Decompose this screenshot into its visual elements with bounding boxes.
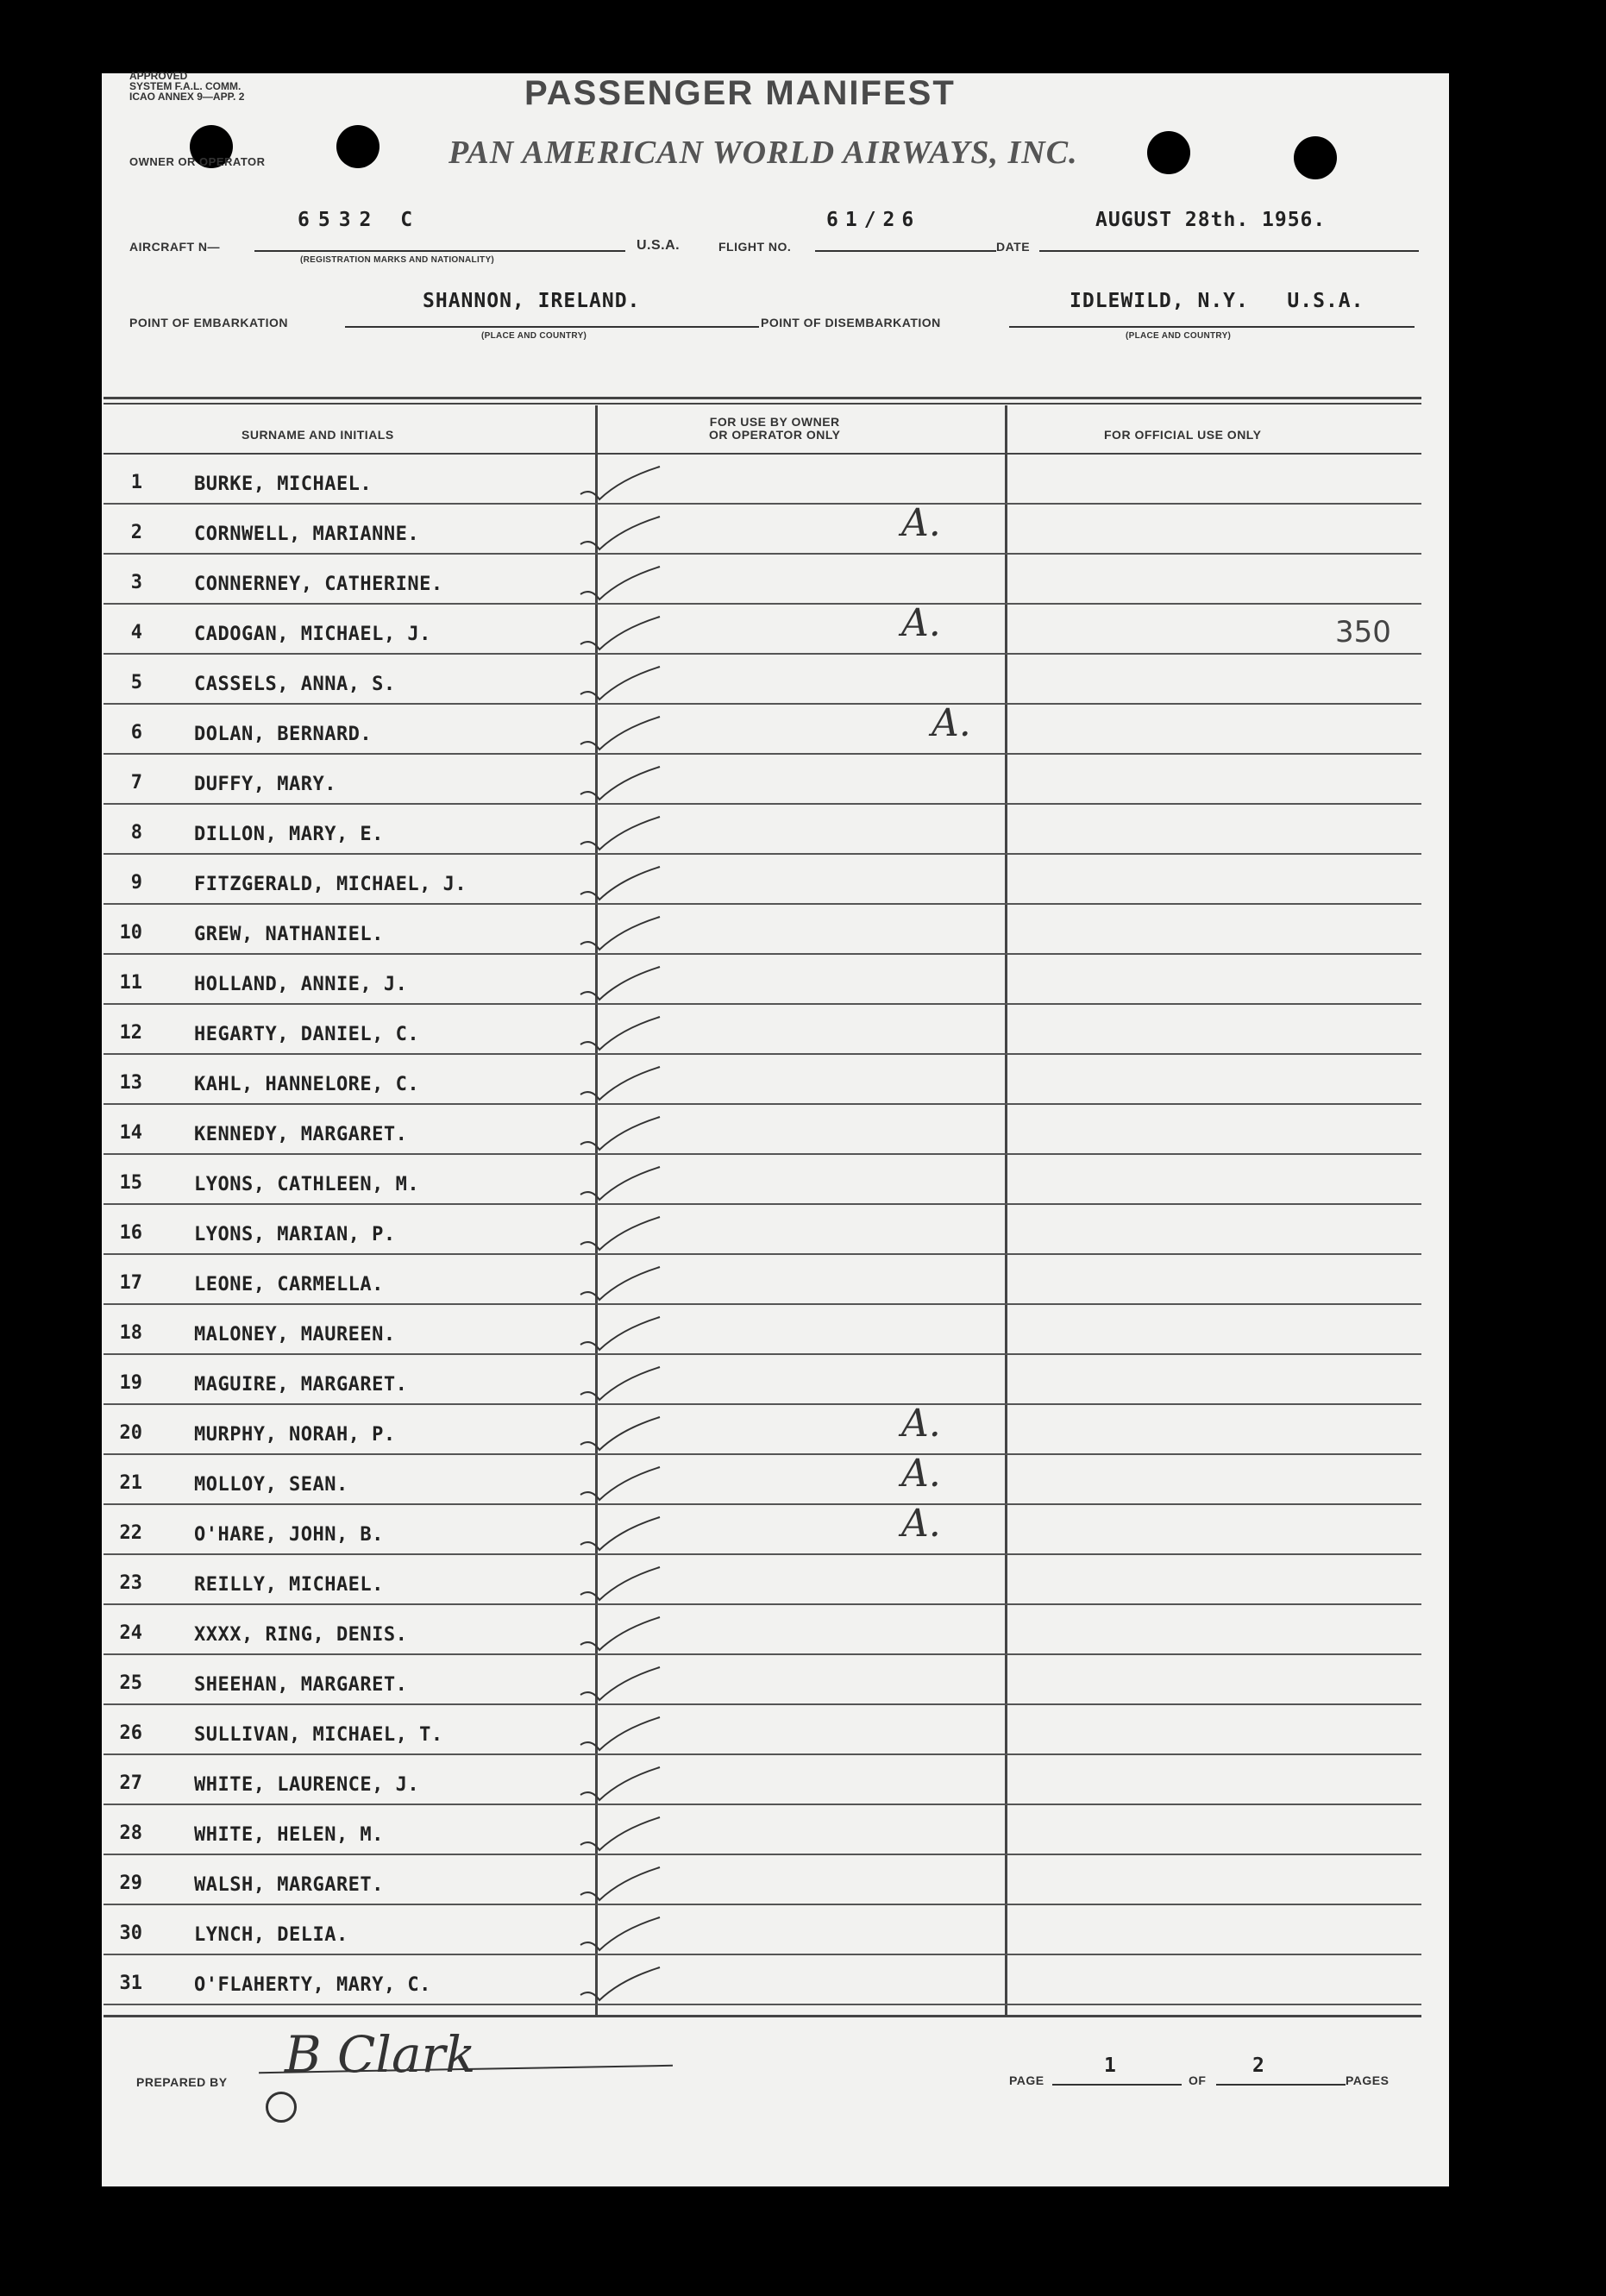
table-row (0, 1905, 1606, 1955)
table-row (0, 905, 1606, 955)
passenger-name: LYONS, MARIAN, P. (194, 1224, 396, 1245)
passenger-name: LEONE, CARMELLA. (194, 1274, 384, 1295)
of-label: OF (1189, 2073, 1207, 2087)
passenger-name: GREW, NATHANIEL. (194, 924, 384, 945)
approval-block (129, 71, 244, 102)
table-row (0, 1452, 1606, 1505)
table-row (0, 1502, 1606, 1555)
passenger-name: CORNWELL, MARIANNE. (194, 524, 420, 545)
passenger-name: O'FLAHERTY, MARY, C. (194, 1974, 431, 1996)
nationality: U.S.A. (637, 238, 681, 253)
table-row (0, 1555, 1606, 1605)
table-row (0, 1205, 1606, 1255)
disembarkation-value: IDLEWILD, N.Y. U.S.A. (1070, 290, 1364, 312)
operator-name: PAN AMERICAN WORLD AIRWAYS, INC. (449, 135, 1078, 171)
embarkation-label: POINT OF EMBARKATION (129, 316, 288, 329)
table-row (0, 1355, 1606, 1405)
passenger-name: HOLLAND, ANNIE, J. (194, 974, 408, 995)
aircraft-underline (254, 250, 625, 252)
table-row (0, 1855, 1606, 1905)
table-row (0, 1402, 1606, 1455)
table-row (0, 955, 1606, 1005)
table-top-rule (104, 397, 1421, 399)
embarkation-place-caption: (PLACE AND COUNTRY) (481, 331, 587, 341)
passenger-name: O'HARE, JOHN, B. (194, 1524, 384, 1546)
disembarkation-underline (1009, 326, 1415, 328)
flight-value: 61/26 (826, 209, 921, 231)
of-value: 2 (1252, 2054, 1265, 2077)
table-row (0, 1005, 1606, 1055)
row-number: 30 (119, 1923, 142, 1944)
passenger-name: WHITE, HELEN, M. (194, 1824, 384, 1846)
col-owner-header-line: OR OPERATOR ONLY (709, 428, 841, 442)
table-row (0, 1055, 1606, 1105)
operator-mark: A. (901, 1452, 941, 1496)
col-name-header: SURNAME AND INITIALS (242, 428, 394, 442)
form-title: PASSENGER MANIFEST (524, 74, 956, 112)
table-row (0, 655, 1606, 705)
passenger-name: SHEEHAN, MARGARET. (194, 1674, 408, 1696)
approval-line: APPROVED (129, 70, 188, 82)
passenger-name: BURKE, MICHAEL. (194, 474, 373, 495)
passenger-name: DUFFY, MARY. (194, 774, 336, 795)
flight-underline (815, 250, 996, 252)
owner-label: OWNER OR OPERATOR (129, 155, 266, 168)
row-number: 6 (130, 722, 142, 743)
signature: B Clark (285, 2025, 476, 2084)
passenger-name: XXXX, RING, DENIS. (194, 1624, 408, 1646)
row-number: 8 (130, 822, 142, 844)
prepared-label: PREPARED BY (136, 2075, 228, 2089)
date-value: AUGUST 28th. 1956. (1095, 209, 1327, 231)
aircraft-label: AIRCRAFT N— (129, 240, 221, 254)
passenger-name: KENNEDY, MARGARET. (194, 1124, 408, 1145)
table-row (0, 1755, 1606, 1805)
table-row (0, 601, 1606, 655)
table-row (0, 755, 1606, 805)
row-number: 17 (119, 1272, 142, 1294)
row-number: 1 (130, 472, 142, 493)
passenger-name: LYONS, CATHLEEN, M. (194, 1174, 420, 1195)
row-number: 18 (119, 1322, 142, 1344)
passenger-name: REILLY, MICHAEL. (194, 1574, 384, 1596)
date-label: DATE (996, 240, 1031, 254)
passenger-name: CASSELS, ANNA, S. (194, 674, 396, 695)
col-owner-header-line: FOR USE BY OWNER (709, 415, 840, 429)
flight-label: FLIGHT NO. (718, 240, 792, 254)
page-label: PAGE (1009, 2073, 1045, 2087)
date-underline (1039, 250, 1419, 252)
row-number: 16 (119, 1222, 142, 1244)
row-number: 20 (119, 1422, 142, 1444)
table-top-rule-2 (104, 403, 1421, 405)
approval-line: ICAO ANNEX 9—APP. 2 (129, 91, 245, 103)
row-number: 26 (119, 1722, 142, 1744)
row-number: 7 (130, 772, 142, 794)
table-row (0, 701, 1606, 755)
operator-mark: A. (901, 1502, 941, 1546)
passenger-name: SULLIVAN, MICHAEL, T. (194, 1724, 443, 1746)
row-number: 23 (119, 1572, 142, 1594)
passenger-name: KAHL, HANNELORE, C. (194, 1074, 420, 1095)
row-number: 29 (119, 1873, 142, 1894)
table-row (0, 1105, 1606, 1155)
table-row (0, 805, 1606, 855)
row-number: 28 (119, 1822, 142, 1844)
page-underline (1052, 2084, 1182, 2086)
row-number: 14 (119, 1122, 142, 1144)
table-row (0, 455, 1606, 505)
table-row (0, 1805, 1606, 1855)
passenger-name: MOLLOY, SEAN. (194, 1474, 348, 1496)
aircraft-value: 6532 C (298, 209, 422, 231)
registration-caption: (REGISTRATION MARKS AND NATIONALITY) (300, 255, 495, 265)
passenger-name: MALONEY, MAUREEN. (194, 1324, 396, 1346)
stamp-mark (266, 2092, 297, 2123)
table-row (0, 1955, 1606, 2005)
page-value: 1 (1104, 2054, 1117, 2077)
table-row (0, 1155, 1606, 1205)
table-row (0, 1605, 1606, 1655)
pages-label: PAGES (1346, 2073, 1390, 2087)
operator-mark: A. (901, 1402, 941, 1446)
check-mark (574, 1962, 668, 2014)
passenger-name: DILLON, MARY, E. (194, 824, 384, 845)
passenger-name: WHITE, LAURENCE, J. (194, 1774, 420, 1796)
table-row (0, 1655, 1606, 1705)
table-row (0, 1705, 1606, 1755)
table-row (0, 1255, 1606, 1305)
row-number: 21 (119, 1472, 142, 1494)
table-row (0, 501, 1606, 555)
punch-hole (1147, 131, 1190, 174)
row-number: 11 (119, 972, 142, 994)
col-official-header: FOR OFFICIAL USE ONLY (1104, 428, 1262, 442)
passenger-name: MURPHY, NORAH, P. (194, 1424, 396, 1446)
row-number: 25 (119, 1672, 142, 1694)
passenger-name: CADOGAN, MICHAEL, J. (194, 624, 431, 645)
operator-mark: A. (901, 501, 941, 545)
row-number: 10 (119, 922, 142, 944)
row-number: 12 (119, 1022, 142, 1044)
table-bottom-rule (104, 2015, 1421, 2017)
passenger-name: DOLAN, BERNARD. (194, 724, 373, 745)
col-owner-header (709, 416, 840, 442)
row-number: 4 (130, 622, 142, 643)
table-row (0, 1305, 1606, 1355)
of-underline (1216, 2084, 1346, 2086)
row-number: 5 (130, 672, 142, 693)
row-number: 27 (119, 1772, 142, 1794)
passenger-name: CONNERNEY, CATHERINE. (194, 574, 443, 595)
row-number: 24 (119, 1622, 142, 1644)
row-number: 19 (119, 1372, 142, 1394)
operator-mark: A. (901, 601, 941, 645)
operator-mark: A. (932, 701, 971, 745)
passenger-name: WALSH, MARGARET. (194, 1874, 384, 1896)
embarkation-value: SHANNON, IRELAND. (423, 290, 641, 312)
passenger-name: HEGARTY, DANIEL, C. (194, 1024, 420, 1045)
row-number: 13 (119, 1072, 142, 1094)
disembarkation-label: POINT OF DISEMBARKATION (761, 316, 941, 329)
row-number: 31 (119, 1973, 142, 1994)
passenger-name: FITZGERALD, MICHAEL, J. (194, 874, 467, 895)
embarkation-underline (345, 326, 759, 328)
punch-hole (1294, 136, 1337, 179)
passenger-name: LYNCH, DELIA. (194, 1924, 348, 1946)
row-rule (104, 2004, 1421, 2005)
row-number: 9 (130, 872, 142, 894)
official-note: 350 (1335, 615, 1391, 649)
punch-hole (336, 125, 380, 168)
disembarkation-place-caption: (PLACE AND COUNTRY) (1126, 331, 1232, 341)
row-number: 22 (119, 1522, 142, 1544)
table-row (0, 855, 1606, 905)
approval-line: SYSTEM F.A.L. COMM. (129, 80, 242, 92)
passenger-name: MAGUIRE, MARGARET. (194, 1374, 408, 1396)
table-row (0, 555, 1606, 605)
row-number: 3 (130, 572, 142, 593)
row-number: 2 (130, 522, 142, 543)
row-number: 15 (119, 1172, 142, 1194)
